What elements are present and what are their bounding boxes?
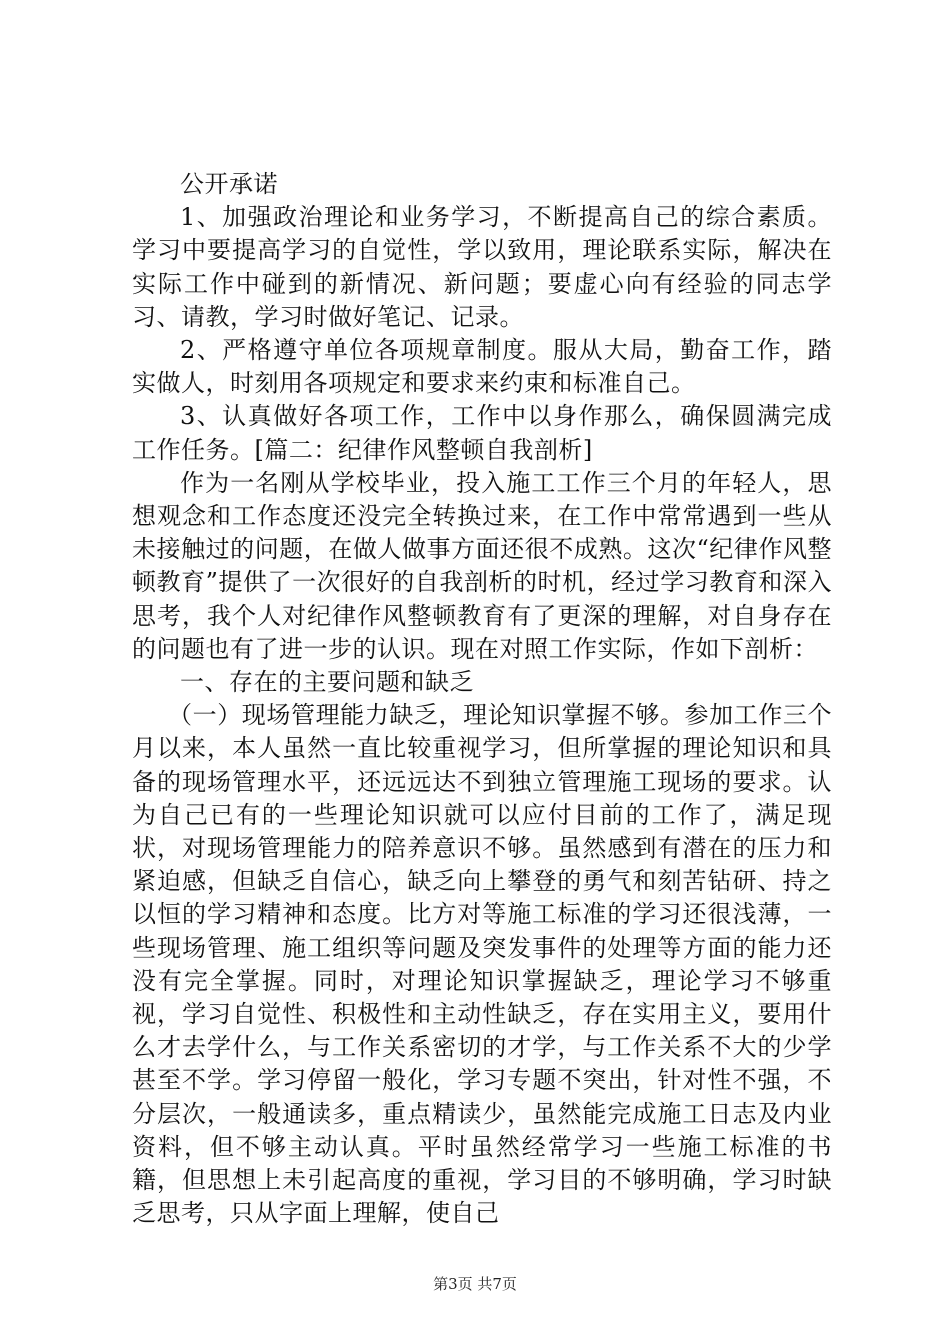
- paragraph: （一）现场管理能力缺乏，理论知识掌握不够。参加工作三个月以来，本人虽然一直比较重视学习，但所掌握的理论知识和具备的现场管理水平，还远远达不到独立管理施工现场的要求。认为自己已有的一些理论知识就可以应付目前的工作了，满足现状，对现场管理能力的陪养意识不够。虽然感到有潜在的压力和紧迫感，但缺乏自信心，缺乏向上攀登的勇气和刻苦钻研、持之以恒的学习精神和态度。比方对等施工标准的学习还很浅薄，一些现场管理、施工组织等问题及突发事件的处理等方面的能力还没有完全掌握。同时，对理论知识掌握缺乏，理论学习不够重视，学习自觉性、积极性和主动性缺乏，存在实用主义，要用什么才去学什么，与工作关系密切的才学，与工作关系不大的少学甚至不学。学习停留一般化，学习专题不突出，针对性不强，不分层次，一般通读多，重点精读少，虽然能完成施工日志及内业资料，但不够主动认真。平时虽然经常学习一些施工标准的书籍，但思想上未引起高度的重视，学习目的不够明确，学习时缺乏思考，只从字面上理解，使自己: [132, 701, 832, 1228]
- document-body: [132, 168, 832, 1231]
- paragraph-heading: 公开承诺: [180, 170, 278, 198]
- paragraph: 3、认真做好各项工作，工作中以身作那么，确保圆满完成工作任务。[篇二：纪律作风整顿自我剖析]: [132, 402, 832, 464]
- page-footer: 第3页 共7页: [433, 1275, 517, 1293]
- section-heading: 一、存在的主要问题和缺乏: [180, 668, 474, 697]
- paragraph: 1、加强政治理论和业务学习，不断提高自己的综合素质。学习中要提高学习的自觉性，学以致用，理论联系实际，解决在实际工作中碰到的新情况、新问题；要虚心向有经验的同志学习、请教，学习时做好笔记、记录。: [132, 203, 832, 331]
- paragraph: 2、严格遵守单位各项规章制度。服从大局，勤奋工作，踏实做人，时刻用各项规定和要求来约束和标准自己。: [132, 336, 832, 398]
- paragraph: 作为一名刚从学校毕业，投入施工工作三个月的年轻人，思想观念和工作态度还没完全转换过来，在工作中常常遇到一些从未接触过的问题，在做人做事方面还很不成熟。这次“纪律作风整顿教育”提供了一次很好的自我剖析的时机，经过学习教育和深入思考，我个人对纪律作风整顿教育有了更深的理解，对自身存在的问题也有了进一步的认识。现在对照工作实际，作如下剖析：: [132, 468, 832, 663]
